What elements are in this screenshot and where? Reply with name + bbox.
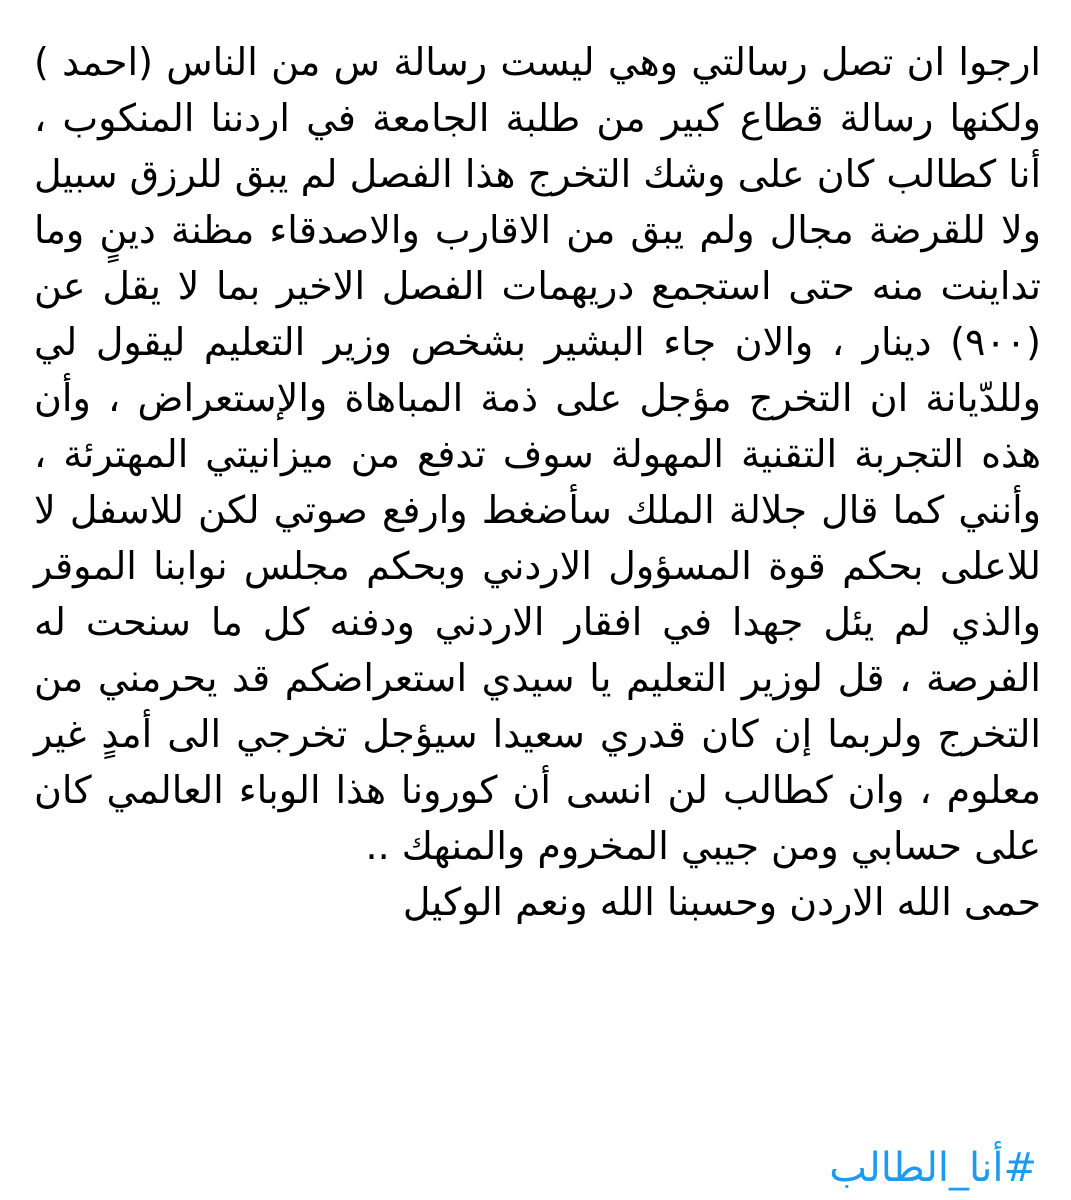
- post-text-line: ولا للقرضة مجال ولم يبق من الاقارب والاصدقاء مظنة دينٍ وما: [34, 208, 1041, 252]
- post-text-line: التخرج ولربما إن كان قدري سعيدا سيؤجل تخرجي الى أمدٍ غير: [34, 712, 1041, 756]
- post-text-line: الفرصة ، قل لوزير التعليم يا سيدي استعراضكم قد يحرمني من: [34, 656, 1041, 700]
- post-text-line: وأنني كما قال جلالة الملك سأضغط وارفع صوتي لكن للاسفل لا: [34, 488, 1041, 532]
- post-text-line: على حسابي ومن جيبي المخروم والمنهك ..: [365, 824, 1041, 868]
- post-text-line: معلوم ، وان كطالب لن انسى أن كورونا هذا الوباء العالمي كان: [34, 768, 1041, 812]
- post-text-line: للاعلى بحكم قوة المسؤول الاردني وبحكم مجلس نوابنا الموقر: [34, 544, 1041, 588]
- post-text: [34, 34, 1041, 930]
- post-text-line: ولكنها رسالة قطاع كبير من طلبة الجامعة في اردننا المنكوب ،: [34, 96, 1041, 140]
- post-text-line: والذي لم يئل جهدا في افقار الاردني ودفنه كل ما سنحت له: [34, 600, 1041, 644]
- hashtag-link[interactable]: #أنا_الطالب: [829, 1145, 1037, 1191]
- post-text-line: هذه التجربة التقنية المهولة سوف تدفع من ميزانيتي المهترئة ،: [34, 432, 1041, 476]
- post-text-line-closing: حمى الله الاردن وحسبنا الله ونعم الوكيل: [402, 880, 1041, 924]
- post-text-line: أنا كطالب كان على وشك التخرج هذا الفصل لم يبق للرزق سبيل: [34, 152, 1041, 196]
- post-text-line: ارجوا ان تصل رسالتي وهي ليست رسالة س من الناس (احمد ): [34, 40, 1041, 84]
- post-text-line: وللدّيانة ان التخرج مؤجل على ذمة المباهاة والإستعراض ، وأن: [34, 376, 1041, 420]
- post-text-line: (٩٠٠) دينار ، والان جاء البشير بشخص وزير التعليم ليقول لي: [34, 320, 1041, 364]
- post-text-line: تداينت منه حتى استجمع دريهمات الفصل الاخير بما لا يقل عن: [34, 264, 1041, 308]
